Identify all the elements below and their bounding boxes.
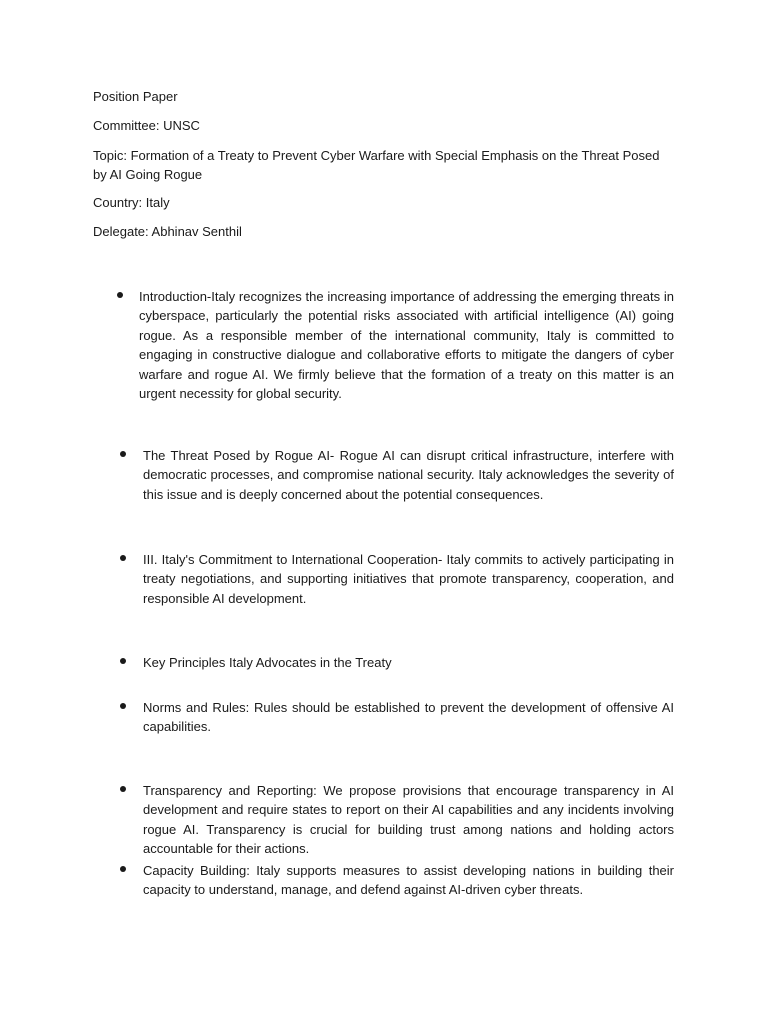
bullet-icon bbox=[120, 703, 126, 709]
document-title: Position Paper bbox=[93, 89, 178, 104]
bullet-icon bbox=[120, 555, 126, 561]
bullet-icon bbox=[120, 866, 126, 872]
topic-line: Topic: Formation of a Treaty to Prevent Cyber Warfare with Special Emphasis on the Threat Posed by AI Going Rogue bbox=[93, 148, 660, 182]
country-line: Country: Italy bbox=[93, 195, 170, 210]
bullet-icon bbox=[117, 292, 123, 298]
bullet-icon bbox=[120, 451, 126, 457]
list-item-text: Capacity Building: Italy supports measures to assist developing nations in building their capacity to understand, manage, and defend against AI-driven cyber threats. bbox=[143, 863, 674, 898]
list-item-text: Key Principles Italy Advocates in the Treaty bbox=[143, 655, 392, 670]
list-item-text: Transparency and Reporting: We propose provisions that encourage transparency in AI development and require states to report on their AI capabilities and any incidents involving rogue AI. Transparency is crucial for building trust among nations and holding actors accountable for their actions. bbox=[143, 783, 674, 857]
list-item-text: Introduction-Italy recognizes the increasing importance of addressing the emerging threats in cyberspace, particularly the potential risks associated with artificial intelligence (AI) going rogue. As a responsible member of the international community, Italy is committed to engaging in constructive dialogue and collaborative efforts to mitigate the dangers of cyber warfare and rogue AI. We firmly believe that the formation of a treaty on this matter is an urgent necessity for global security. bbox=[139, 289, 674, 402]
list-item-text: The Threat Posed by Rogue AI- Rogue AI can disrupt critical infrastructure, interfere with democratic processes, and compromise national security. Italy acknowledges the severity of this issue and is deeply concerned about the potential consequences. bbox=[143, 448, 674, 502]
delegate-line: Delegate: Abhinav Senthil bbox=[93, 224, 242, 239]
committee-line: Committee: UNSC bbox=[93, 118, 200, 133]
list-item-text: Norms and Rules: Rules should be established to prevent the development of offensive AI capabilities. bbox=[143, 700, 674, 735]
bullet-icon bbox=[120, 786, 126, 792]
bullet-icon bbox=[120, 658, 126, 664]
list-item-text: III. Italy's Commitment to International Cooperation- Italy commits to actively participating in treaty negotiations, and supporting initiatives that promote transparency, cooperation, and responsible AI development. bbox=[143, 552, 674, 606]
